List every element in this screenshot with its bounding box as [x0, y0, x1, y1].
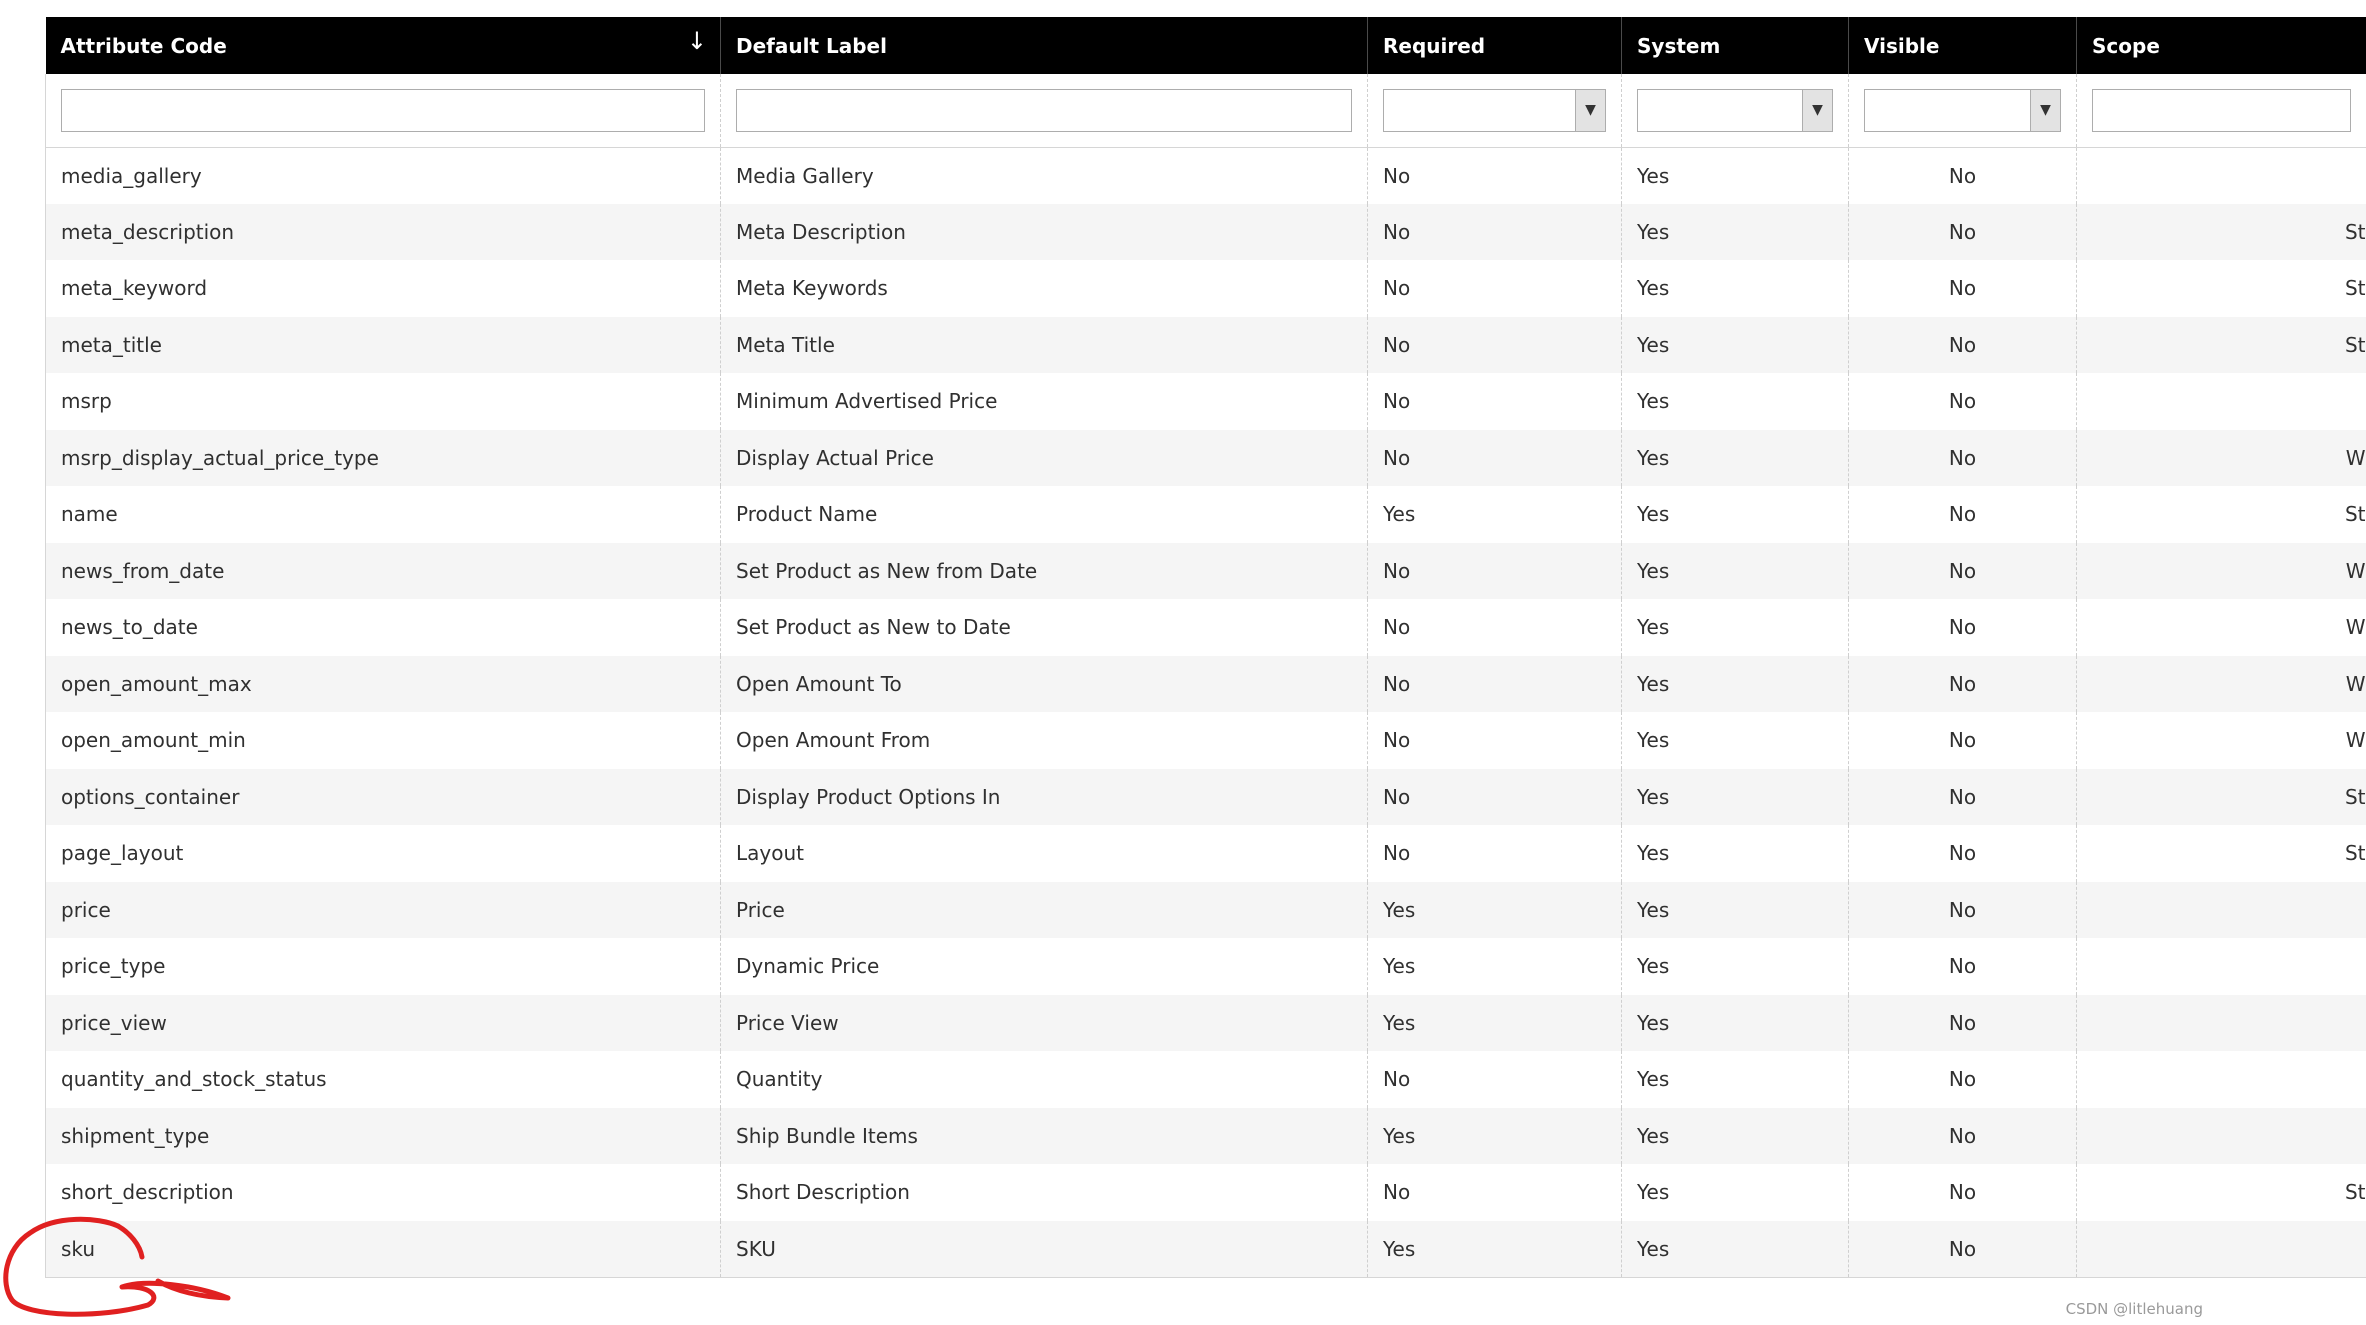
- attributes-grid-container: [45, 17, 2366, 1278]
- table-row[interactable]: [46, 486, 2366, 543]
- cell-visible: No: [1849, 1108, 2077, 1165]
- cell-required: No: [1368, 1164, 1622, 1221]
- table-row[interactable]: [46, 825, 2366, 882]
- table-row[interactable]: [46, 317, 2366, 374]
- cell-attribute-code: open_amount_max: [46, 656, 721, 713]
- cell-default-label: Product Name: [721, 486, 1368, 543]
- cell-required: Yes: [1368, 486, 1622, 543]
- cell-attribute-code: price: [46, 882, 721, 939]
- cell-scope: W: [2077, 543, 2366, 600]
- cell-default-label: Meta Title: [721, 317, 1368, 374]
- cell-scope: [2077, 882, 2366, 939]
- cell-scope: St: [2077, 825, 2366, 882]
- cell-default-label: Ship Bundle Items: [721, 1108, 1368, 1165]
- cell-required: Yes: [1368, 882, 1622, 939]
- cell-required: No: [1368, 373, 1622, 430]
- column-header-scope[interactable]: [2077, 17, 2366, 74]
- cell-default-label: Display Product Options In: [721, 769, 1368, 826]
- table-row[interactable]: [46, 656, 2366, 713]
- cell-system: Yes: [1622, 656, 1849, 713]
- filter-required-select[interactable]: [1383, 89, 1606, 132]
- table-row[interactable]: [46, 1108, 2366, 1165]
- cell-attribute-code: news_to_date: [46, 599, 721, 656]
- table-row[interactable]: [46, 1164, 2366, 1221]
- cell-attribute-code: media_gallery: [46, 147, 721, 204]
- column-header-required[interactable]: [1368, 17, 1622, 74]
- cell-scope: St: [2077, 1164, 2366, 1221]
- cell-system: Yes: [1622, 882, 1849, 939]
- grid-header-row: [46, 17, 2366, 74]
- table-row[interactable]: [46, 599, 2366, 656]
- cell-attribute-code: short_description: [46, 1164, 721, 1221]
- cell-attribute-code: options_container: [46, 769, 721, 826]
- table-row[interactable]: [46, 712, 2366, 769]
- cell-required: Yes: [1368, 1221, 1622, 1278]
- cell-scope: [2077, 1221, 2366, 1278]
- cell-scope: St: [2077, 260, 2366, 317]
- cell-default-label: Layout: [721, 825, 1368, 882]
- cell-visible: No: [1849, 882, 2077, 939]
- cell-scope: W: [2077, 430, 2366, 487]
- cell-attribute-code: price_view: [46, 995, 721, 1052]
- cell-required: No: [1368, 825, 1622, 882]
- cell-default-label: Price View: [721, 995, 1368, 1052]
- filter-attribute-code-input[interactable]: [61, 89, 705, 132]
- grid-filter-row: [46, 74, 2366, 147]
- column-header-label: Required: [1383, 33, 1486, 58]
- column-header-label: System: [1637, 33, 1721, 58]
- cell-visible: No: [1849, 204, 2077, 261]
- cell-system: Yes: [1622, 825, 1849, 882]
- cell-scope: [2077, 1051, 2366, 1108]
- cell-required: No: [1368, 656, 1622, 713]
- cell-visible: No: [1849, 825, 2077, 882]
- cell-scope: [2077, 373, 2366, 430]
- filter-cell: [721, 74, 1368, 147]
- cell-system: Yes: [1622, 147, 1849, 204]
- attributes-grid: [45, 17, 2366, 1278]
- filter-cell: [1849, 74, 2077, 147]
- cell-visible: No: [1849, 147, 2077, 204]
- column-header-default-label[interactable]: [721, 17, 1368, 74]
- cell-system: Yes: [1622, 430, 1849, 487]
- cell-scope: W: [2077, 599, 2366, 656]
- cell-system: Yes: [1622, 712, 1849, 769]
- cell-required: Yes: [1368, 995, 1622, 1052]
- cell-attribute-code: meta_keyword: [46, 260, 721, 317]
- cell-visible: No: [1849, 486, 2077, 543]
- cell-scope: St: [2077, 317, 2366, 374]
- cell-required: Yes: [1368, 938, 1622, 995]
- cell-attribute-code: meta_description: [46, 204, 721, 261]
- cell-system: Yes: [1622, 543, 1849, 600]
- cell-system: Yes: [1622, 995, 1849, 1052]
- cell-visible: No: [1849, 260, 2077, 317]
- cell-required: No: [1368, 543, 1622, 600]
- cell-default-label: Meta Description: [721, 204, 1368, 261]
- dropdown-caret-icon[interactable]: ▼: [2030, 90, 2060, 131]
- filter-system-select[interactable]: [1637, 89, 1833, 132]
- cell-attribute-code: page_layout: [46, 825, 721, 882]
- table-row[interactable]: [46, 1051, 2366, 1108]
- filter-cell: [46, 74, 721, 147]
- cell-system: Yes: [1622, 373, 1849, 430]
- filter-cell: [1368, 74, 1622, 147]
- cell-default-label: Display Actual Price: [721, 430, 1368, 487]
- column-header-system[interactable]: [1622, 17, 1849, 74]
- cell-default-label: Minimum Advertised Price: [721, 373, 1368, 430]
- cell-visible: No: [1849, 656, 2077, 713]
- cell-visible: No: [1849, 1164, 2077, 1221]
- table-row[interactable]: [46, 204, 2366, 261]
- cell-scope: St: [2077, 769, 2366, 826]
- cell-required: No: [1368, 317, 1622, 374]
- dropdown-caret-icon[interactable]: ▼: [1575, 90, 1605, 131]
- cell-visible: No: [1849, 769, 2077, 826]
- cell-system: Yes: [1622, 1221, 1849, 1278]
- cell-required: No: [1368, 260, 1622, 317]
- cell-required: No: [1368, 599, 1622, 656]
- table-row[interactable]: [46, 543, 2366, 600]
- cell-scope: [2077, 1108, 2366, 1165]
- cell-visible: No: [1849, 430, 2077, 487]
- cell-attribute-code: msrp_display_actual_price_type: [46, 430, 721, 487]
- table-row[interactable]: [46, 1221, 2366, 1278]
- cell-system: Yes: [1622, 486, 1849, 543]
- filter-cell: [2077, 74, 2366, 147]
- cell-scope: [2077, 995, 2366, 1052]
- cell-attribute-code: open_amount_min: [46, 712, 721, 769]
- filter-cell: [1622, 74, 1849, 147]
- cell-required: No: [1368, 147, 1622, 204]
- cell-default-label: Quantity: [721, 1051, 1368, 1108]
- table-row[interactable]: [46, 147, 2366, 204]
- cell-attribute-code: quantity_and_stock_status: [46, 1051, 721, 1108]
- table-row[interactable]: [46, 995, 2366, 1052]
- cell-default-label: Price: [721, 882, 1368, 939]
- cell-attribute-code: shipment_type: [46, 1108, 721, 1165]
- cell-visible: No: [1849, 599, 2077, 656]
- cell-visible: No: [1849, 1221, 2077, 1278]
- cell-default-label: Meta Keywords: [721, 260, 1368, 317]
- cell-system: Yes: [1622, 1051, 1849, 1108]
- cell-default-label: SKU: [721, 1221, 1368, 1278]
- cell-scope: [2077, 938, 2366, 995]
- cell-visible: No: [1849, 1051, 2077, 1108]
- cell-attribute-code: price_type: [46, 938, 721, 995]
- cell-required: Yes: [1368, 1108, 1622, 1165]
- grid-body: [46, 147, 2366, 1277]
- table-row[interactable]: [46, 373, 2366, 430]
- cell-default-label: Short Description: [721, 1164, 1368, 1221]
- sort-descending-icon[interactable]: ↓: [686, 27, 707, 55]
- table-row[interactable]: [46, 430, 2366, 487]
- cell-default-label: Open Amount To: [721, 656, 1368, 713]
- cell-scope: [2077, 147, 2366, 204]
- cell-visible: No: [1849, 317, 2077, 374]
- table-row[interactable]: [46, 938, 2366, 995]
- cell-required: No: [1368, 712, 1622, 769]
- filter-default-label-input[interactable]: [736, 89, 1352, 132]
- cell-system: Yes: [1622, 938, 1849, 995]
- table-row[interactable]: [46, 260, 2366, 317]
- cell-system: Yes: [1622, 769, 1849, 826]
- cell-visible: No: [1849, 712, 2077, 769]
- cell-attribute-code: name: [46, 486, 721, 543]
- cell-visible: No: [1849, 373, 2077, 430]
- cell-system: Yes: [1622, 204, 1849, 261]
- cell-attribute-code: meta_title: [46, 317, 721, 374]
- cell-scope: W: [2077, 712, 2366, 769]
- column-header-label: Attribute Code: [60, 33, 227, 58]
- cell-default-label: Dynamic Price: [721, 938, 1368, 995]
- cell-system: Yes: [1622, 599, 1849, 656]
- cell-required: No: [1368, 204, 1622, 261]
- column-header-visible[interactable]: [1849, 17, 2077, 74]
- table-row[interactable]: [46, 882, 2366, 939]
- cell-required: No: [1368, 430, 1622, 487]
- table-row[interactable]: [46, 769, 2366, 826]
- cell-default-label: Set Product as New from Date: [721, 543, 1368, 600]
- cell-attribute-code: sku: [46, 1221, 721, 1278]
- cell-scope: W: [2077, 656, 2366, 713]
- cell-default-label: Open Amount From: [721, 712, 1368, 769]
- filter-visible-select[interactable]: [1864, 89, 2061, 132]
- column-header-label: Scope: [2092, 33, 2160, 58]
- cell-visible: No: [1849, 938, 2077, 995]
- cell-required: No: [1368, 769, 1622, 826]
- watermark: CSDN @litlehuang: [2065, 1300, 2203, 1318]
- cell-system: Yes: [1622, 1108, 1849, 1165]
- cell-required: No: [1368, 1051, 1622, 1108]
- cell-attribute-code: news_from_date: [46, 543, 721, 600]
- cell-system: Yes: [1622, 1164, 1849, 1221]
- column-header-attribute-code[interactable]: [46, 17, 721, 74]
- cell-system: Yes: [1622, 260, 1849, 317]
- cell-system: Yes: [1622, 317, 1849, 374]
- cell-default-label: Media Gallery: [721, 147, 1368, 204]
- column-header-label: Visible: [1864, 33, 1940, 58]
- column-header-label: Default Label: [736, 33, 887, 58]
- cell-visible: No: [1849, 543, 2077, 600]
- cell-default-label: Set Product as New to Date: [721, 599, 1368, 656]
- filter-scope-select[interactable]: [2092, 89, 2351, 132]
- cell-scope: St: [2077, 486, 2366, 543]
- dropdown-caret-icon[interactable]: ▼: [1802, 90, 1832, 131]
- cell-visible: No: [1849, 995, 2077, 1052]
- cell-scope: St: [2077, 204, 2366, 261]
- cell-attribute-code: msrp: [46, 373, 721, 430]
